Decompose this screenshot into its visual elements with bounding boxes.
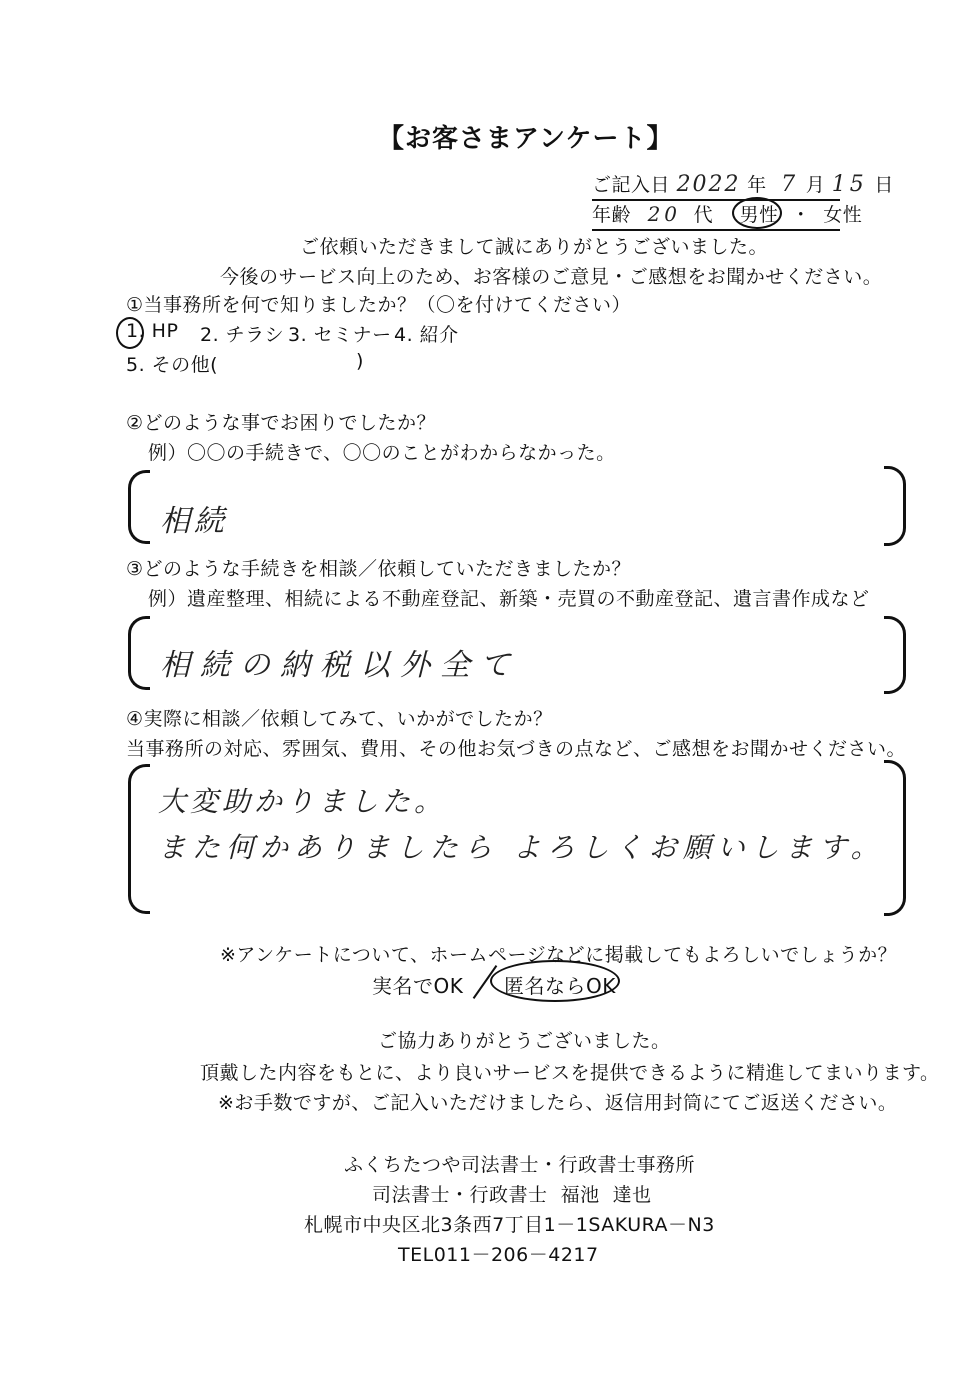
- age-value: 20: [647, 202, 682, 226]
- q1-option-1: 1. HP: [126, 320, 179, 342]
- gender-separator: ・: [791, 204, 811, 226]
- office-tel: TEL011－206－4217: [398, 1244, 599, 1266]
- survey-title: 【お客さまアンケート】: [378, 124, 674, 154]
- q2-answer-bracket-right: [884, 466, 906, 546]
- q1-option-3: 3. セミナー: [288, 324, 392, 346]
- date-row: [592, 170, 894, 201]
- q4-question: ④実際に相談／依頼してみて、いかがでしたか？: [126, 708, 553, 730]
- office-name: ふくちたつや司法書士・行政書士事務所: [344, 1154, 696, 1176]
- q2-answer: 相続: [160, 504, 228, 539]
- q1-option-5-close: ): [356, 350, 364, 372]
- publish-anonymous-circle-mark: [490, 960, 620, 1002]
- q4-answer-line-2: また何かありましたら よろしくお願いします。: [158, 831, 885, 864]
- age-gender-row: [592, 200, 863, 231]
- day-unit: 日: [874, 174, 894, 196]
- q1-option-2: 2. チラシ: [200, 324, 285, 346]
- age-unit: 代: [693, 204, 714, 226]
- intro-line-2: 今後のサービス向上のため、お客様のご意見・ご感想をお聞かせください。: [220, 266, 883, 288]
- date-label: ご記入日: [592, 174, 671, 196]
- office-representative: 司法書士・行政書士 福池 達也: [372, 1184, 652, 1206]
- gender-male: 男性: [739, 204, 779, 226]
- q4-answer-bracket-right: [884, 760, 906, 916]
- gender-male-circle-mark: [732, 197, 782, 229]
- q3-answer: 相続の納税以外全て: [160, 648, 520, 683]
- closing-line-3: ※お手数ですが、ご記入いただけましたら、返信用封筒にてご返送ください。: [218, 1092, 898, 1114]
- q1-option-5: 5. その他(: [126, 354, 219, 376]
- q2-answer-bracket-left: [128, 470, 150, 544]
- q1-option-1-circle-mark: [116, 317, 144, 349]
- q3-question: ③どのような手続きを相談／依頼していただきましたか？: [126, 558, 632, 580]
- q1-question: ①当事務所を何で知りましたか？（〇を付けてください）: [126, 294, 632, 316]
- q3-example: 例）遺産整理、相続による不動産登記、新築・売買の不動産登記、遺言書作成など: [148, 588, 870, 610]
- q4-example: 当事務所の対応、雰囲気、費用、その他お気づきの点など、ご感想をお聞かせください。: [126, 738, 907, 760]
- publish-option-real-name: 実名でOK: [372, 974, 464, 998]
- q4-answer-bracket-left: [128, 764, 150, 914]
- intro-line-1: ご依頼いただきまして誠にありがとうございました。: [300, 236, 769, 258]
- office-address: 札幌市中央区北3条西7丁目1－1SAKURA－N3: [304, 1214, 715, 1236]
- q4-answer-line-1: 大変助かりました。: [158, 785, 447, 818]
- age-label: 年齢: [592, 204, 632, 226]
- gender-female: 女性: [823, 204, 863, 226]
- closing-line-2: 頂戴した内容をもとに、より良いサービスを提供できるように精進してまいります。: [200, 1062, 940, 1084]
- date-day: 15: [831, 172, 868, 197]
- closing-line-1: ご協力ありがとうございました。: [378, 1030, 671, 1052]
- q2-example: 例）〇〇の手続きで、〇〇のことがわからなかった。: [148, 442, 616, 464]
- publish-question: ※アンケートについて、ホームページなどに掲載してもよろしいでしょうか？: [220, 944, 898, 966]
- year-unit: 年: [747, 174, 767, 196]
- q2-question: ②どのような事でお困りでしたか？: [126, 412, 437, 434]
- q1-option-4: 4. 紹介: [394, 324, 459, 346]
- month-unit: 月: [805, 174, 826, 196]
- date-year: 2022: [676, 172, 741, 197]
- date-month: 7: [781, 172, 800, 197]
- q3-answer-bracket-right: [884, 616, 906, 694]
- publish-option-anonymous: 匿名ならOK: [504, 974, 616, 998]
- q3-answer-bracket-left: [128, 616, 150, 690]
